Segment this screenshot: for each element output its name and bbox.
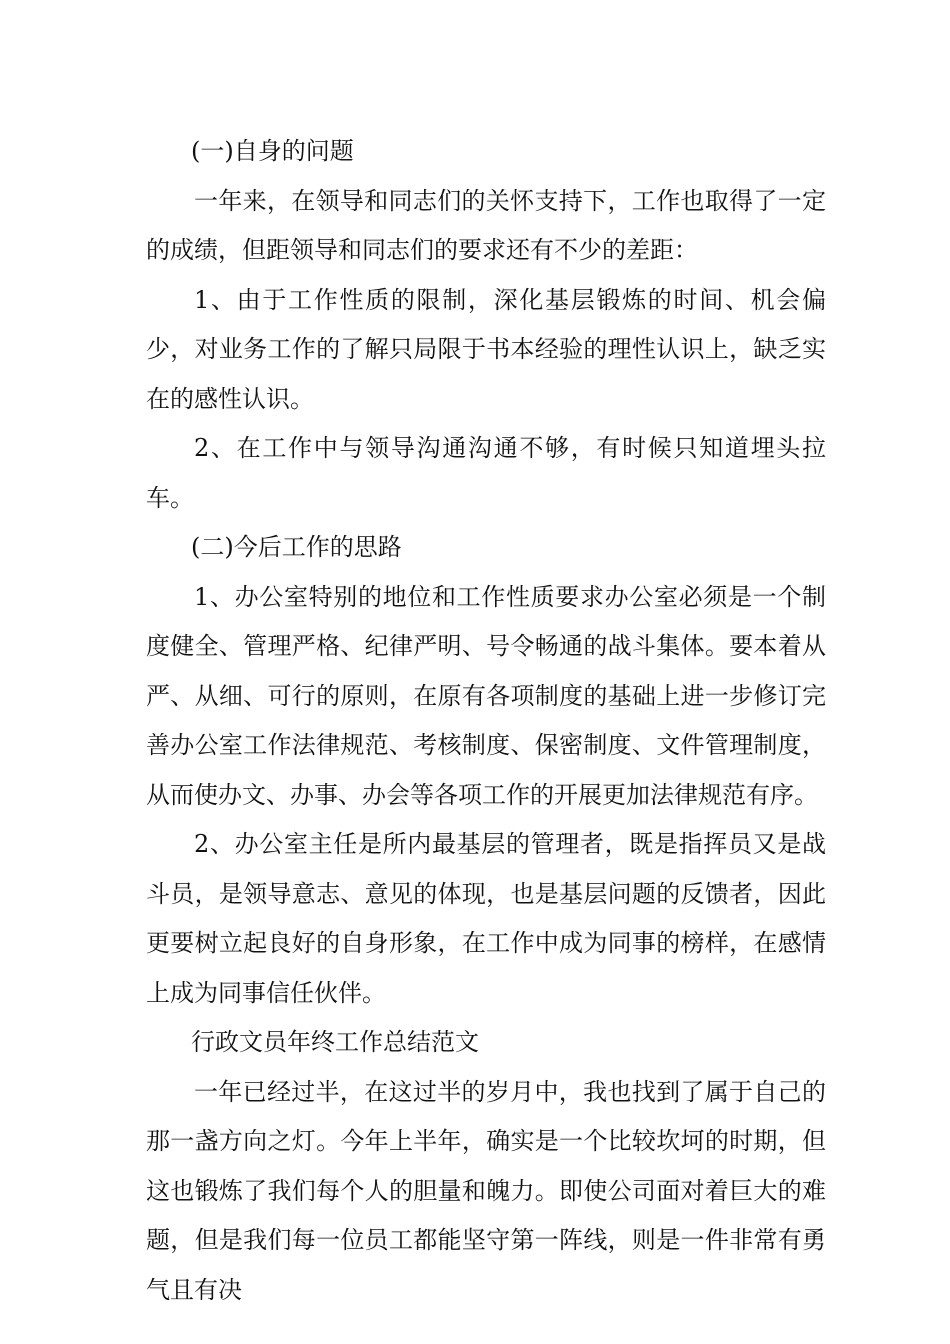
section-heading-self-problems: (一)自身的问题: [191, 137, 354, 165]
paragraph-item-1: 1、由于工作性质的限制，深化基层锻炼的时间、机会偏少，对业务工作的了解只局限于书本经验的理性认识上，缺乏实在的感性认识。: [146, 285, 826, 413]
section-heading-future-plans: (二)今后工作的思路: [191, 533, 402, 561]
paragraph-summary-start: 一年已经过半，在这过半的岁月中，我也找到了属于自己的那一盏方向之灯。今年上半年，确实是一个比较坎坷的时期，但这也锻炼了我们每个人的胆量和魄力。即使公司面对着巨大的难题，但是我们每一位员工都能坚守第一阵线，则是一件非常有勇气且有决: [146, 1077, 826, 1304]
paragraph-plan-1: 1、办公室特别的地位和工作性质要求办公室必须是一个制度健全、管理严格、纪律严明、号令畅通的战斗集体。要本着从严、从细、可行的原则，在原有各项制度的基础上进一步修订完善办公室工作法律规范、考核制度、保密制度、文件管理制度，从而使办文、办事、办会等各项工作的开展更加法律规范有序。: [146, 582, 826, 809]
paragraph-item-2: 2、在工作中与领导沟通沟通不够，有时候只知道埋头拉车。: [146, 434, 826, 512]
document-body: [146, 127, 826, 1315]
section-heading-summary-title: 行政文员年终工作总结范文: [191, 1028, 479, 1056]
paragraph-plan-2: 2、办公室主任是所内最基层的管理者，既是指挥员又是战斗员，是领导意志、意见的体现，也是基层问题的反馈者，因此更要树立起良好的自身形象，在工作中成为同事的榜样，在感情上成为同事信任伙伴。: [146, 830, 826, 1007]
paragraph-intro: 一年来，在领导和同志们的关怀支持下，工作也取得了一定的成绩，但距领导和同志们的要求还有不少的差距：: [146, 186, 826, 264]
